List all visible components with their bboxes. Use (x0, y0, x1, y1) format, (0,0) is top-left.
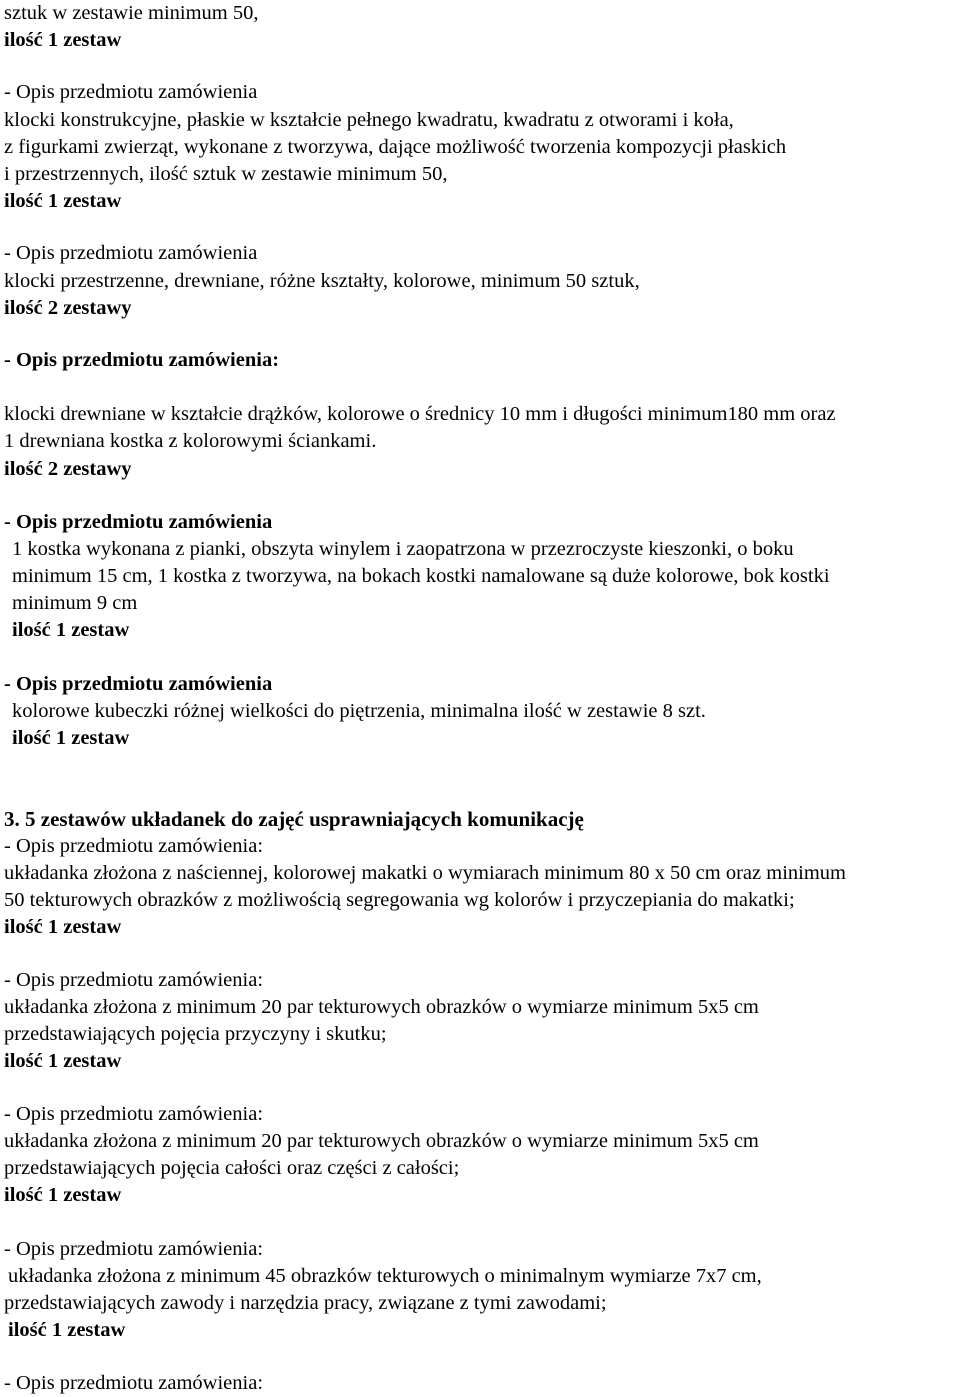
section-label: - Opis przedmiotu zamówienia (4, 81, 258, 103)
section-label: - Opis przedmiotu zamówienia (4, 673, 273, 695)
text-line: minimum 9 cm (12, 592, 138, 614)
text-line: i przestrzennych, ilość sztuk w zestawie minimum 50, (4, 163, 448, 185)
section-label: - Opis przedmiotu zamówienia: (4, 1103, 264, 1125)
text-line: klocki drewniane w kształcie drążków, kolorowe o średnicy 10 mm i długości minimum180 mm oraz (4, 403, 836, 425)
section-heading: 3. 5 zestawów układanek do zajęć usprawniających komunikację (4, 807, 584, 831)
text-line: minimum 15 cm, 1 kostka z tworzywa, na bokach kostki namalowane są duże kolorowe, bok kostki (12, 565, 830, 587)
text-line: układanka złożona z minimum 20 par tekturowych obrazków o wymiarze minimum 5x5 cm (4, 996, 759, 1018)
section-label: - Opis przedmiotu zamówienia: (4, 1372, 264, 1394)
quantity-line: ilość 1 zestaw (8, 1319, 126, 1341)
text-line: klocki przestrzenne, drewniane, różne kształty, kolorowe, minimum 50 sztuk, (4, 270, 640, 292)
section-label: - Opis przedmiotu zamówienia: (4, 969, 264, 991)
quantity-line: ilość 1 zestaw (4, 1050, 122, 1072)
text-line: 1 kostka wykonana z pianki, obszyta winylem i zaopatrzona w przezroczyste kieszonki, o boku (12, 538, 794, 560)
text-line: sztuk w zestawie minimum 50, (4, 2, 259, 24)
section-label: - Opis przedmiotu zamówienia (4, 242, 258, 264)
text-line: układanka złożona z naściennej, kolorowej makatki o wymiarach minimum 80 x 50 cm oraz minimum (4, 862, 846, 884)
text-line: klocki konstrukcyjne, płaskie w kształcie pełnego kwadratu, kwadratu z otworami i koła, (4, 109, 734, 131)
text-line: 50 tekturowych obrazków z możliwością segregowania wg kolorów i przyczepiania do makatki; (4, 889, 795, 911)
text-line: układanka złożona z minimum 45 obrazków tekturowych o minimalnym wymiarze 7x7 cm, (8, 1265, 762, 1287)
text-line: przedstawiających pojęcia całości oraz części z całości; (4, 1157, 460, 1179)
section-label: - Opis przedmiotu zamówienia: (4, 1238, 264, 1260)
text-line: 1 drewniana kostka z kolorowymi ściankami. (4, 430, 377, 452)
text-line: z figurkami zwierząt, wykonane z tworzywa, dające możliwość tworzenia kompozycji płaskich (4, 136, 787, 158)
text-line: kolorowe kubeczki różnej wielkości do piętrzenia, minimalna ilość w zestawie 8 szt. (12, 700, 706, 722)
text-line: przedstawiających pojęcia przyczyny i skutku; (4, 1023, 387, 1045)
text-line: przedstawiających zawody i narzędzia pracy, związane z tymi zawodami; (4, 1292, 607, 1314)
quantity-line: ilość 1 zestaw (4, 29, 122, 51)
quantity-line: ilość 1 zestaw (4, 1184, 122, 1206)
text-line: układanka złożona z minimum 20 par tekturowych obrazków o wymiarze minimum 5x5 cm (4, 1130, 759, 1152)
section-label: - Opis przedmiotu zamówienia (4, 511, 273, 533)
quantity-line: ilość 1 zestaw (4, 190, 122, 212)
quantity-line: ilość 1 zestaw (12, 619, 130, 641)
quantity-line: ilość 1 zestaw (12, 727, 130, 749)
section-label: - Opis przedmiotu zamówienia: (4, 349, 280, 371)
quantity-line: ilość 2 zestawy (4, 297, 132, 319)
quantity-line: ilość 2 zestawy (4, 458, 132, 480)
quantity-line: ilość 1 zestaw (4, 916, 122, 938)
section-label: - Opis przedmiotu zamówienia: (4, 835, 264, 857)
